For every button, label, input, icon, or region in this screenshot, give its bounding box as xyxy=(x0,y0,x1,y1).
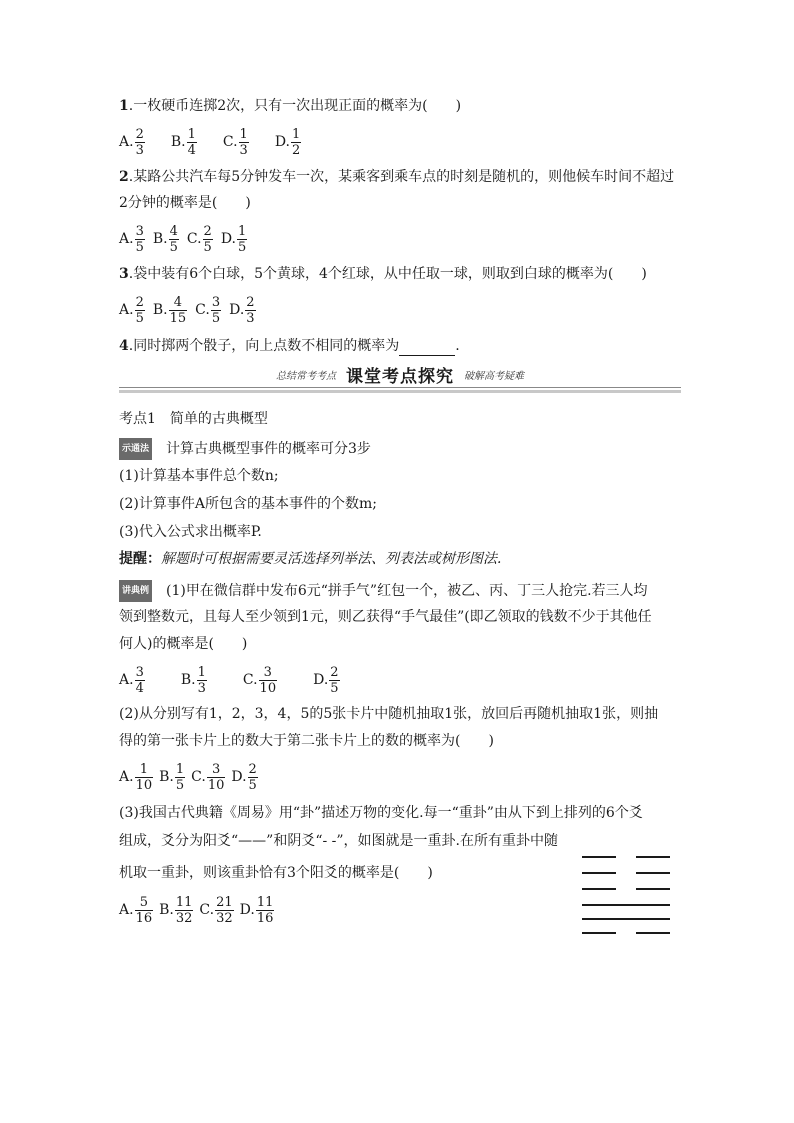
fraction-numerator: 4 xyxy=(173,294,182,310)
choice-fraction xyxy=(187,127,197,158)
fraction-numerator: 1 xyxy=(238,223,247,239)
fraction-numerator: 2 xyxy=(246,294,255,310)
q1-choices xyxy=(119,122,327,162)
choice-option[interactable] xyxy=(313,665,339,696)
fraction-denominator: 5 xyxy=(203,239,212,255)
fraction-numerator: 11 xyxy=(256,894,274,910)
q3-number: 3 xyxy=(119,266,129,282)
fraction-numerator: 2 xyxy=(135,294,144,310)
q4-answer-blank[interactable] xyxy=(399,341,455,356)
fraction-numerator: 2 xyxy=(135,126,144,142)
choice-fraction xyxy=(135,295,145,326)
q2-text-line1: .某路公共汽车每5分钟发车一次，某乘客到乘车点的时刻是随机的，则他候车时间不超过 xyxy=(128,169,675,185)
fraction-denominator: 5 xyxy=(169,239,178,255)
example-tag: 讲典例 xyxy=(119,580,152,602)
choice-option[interactable] xyxy=(240,895,275,926)
choice-option[interactable] xyxy=(119,665,145,696)
q2-stem-line1 xyxy=(119,167,674,187)
method-line xyxy=(119,438,371,460)
fraction-denominator: 10 xyxy=(207,777,225,793)
section-banner xyxy=(119,362,681,392)
choice-letter: A. xyxy=(119,231,134,247)
choice-option[interactable] xyxy=(171,127,197,158)
fraction-numerator: 3 xyxy=(263,664,272,680)
choice-option[interactable] xyxy=(153,295,187,326)
choice-fraction xyxy=(135,762,154,793)
choice-fraction xyxy=(135,665,145,696)
example-1-line2: 领到整数元，且每人至少领到1元，则乙获得“手气最佳”(即乙领取的钱数不少于其他任 xyxy=(119,609,652,625)
fraction-denominator: 5 xyxy=(135,310,144,326)
q4-number: 4 xyxy=(119,338,129,354)
fraction-numerator: 4 xyxy=(169,223,178,239)
q1-text: .一枚硬币连掷2次，只有一次出现正面的概率为( ) xyxy=(128,98,462,114)
choice-fraction xyxy=(135,127,145,158)
choice-fraction xyxy=(175,762,185,793)
choice-fraction xyxy=(259,665,278,696)
fraction-denominator: 16 xyxy=(135,910,153,926)
choice-fraction xyxy=(197,665,207,696)
choice-option[interactable] xyxy=(191,762,225,793)
example-3-line1: (3)我国古代典籍《周易》用“卦”描述万物的变化.每一“重卦”由从下到上排列的6个爻 xyxy=(119,805,643,821)
choice-letter: B. xyxy=(159,902,174,918)
hexagram-figure xyxy=(580,853,670,937)
fraction-numerator: 3 xyxy=(211,294,221,310)
fraction-numerator: 3 xyxy=(135,664,144,680)
choice-fraction xyxy=(135,895,154,926)
choice-letter: A. xyxy=(119,902,134,918)
fraction-numerator: 3 xyxy=(211,761,221,777)
choice-option[interactable] xyxy=(231,762,257,793)
choice-option[interactable] xyxy=(119,295,145,326)
tip-label: 提醒： xyxy=(119,551,161,567)
fraction-numerator: 3 xyxy=(135,223,144,239)
choice-letter: B. xyxy=(159,769,174,785)
tip-line xyxy=(119,549,501,569)
fraction-numerator: 1 xyxy=(175,761,185,777)
choice-option[interactable] xyxy=(187,224,213,255)
fraction-numerator: 1 xyxy=(197,664,206,680)
choice-letter: B. xyxy=(170,134,186,150)
example-1-choices xyxy=(119,660,376,700)
choice-option[interactable] xyxy=(195,295,221,326)
choice-fraction xyxy=(291,127,301,158)
tip-text: 解题时可根据需要灵活选择列举法、列表法或树形图法. xyxy=(161,551,502,567)
choice-letter: D. xyxy=(220,231,237,247)
q1-number: 1 xyxy=(119,98,129,114)
choice-letter: D. xyxy=(229,302,245,318)
example-1-line1 xyxy=(119,580,648,602)
choice-letter: C. xyxy=(222,134,238,150)
section-heading: 考点1 简单的古典概型 xyxy=(119,411,268,427)
choice-option[interactable] xyxy=(199,895,233,926)
fraction-denominator: 4 xyxy=(187,142,196,158)
choice-fraction xyxy=(169,295,188,326)
fraction-numerator: 1 xyxy=(139,761,148,777)
fraction-numerator: 1 xyxy=(292,126,301,142)
choice-fraction xyxy=(215,895,234,926)
choice-fraction xyxy=(248,762,258,793)
choice-letter: D. xyxy=(239,902,255,918)
choice-letter: C. xyxy=(195,302,210,318)
choice-option[interactable] xyxy=(243,665,277,696)
q2-choices xyxy=(119,219,255,259)
banner-rule xyxy=(119,387,681,388)
choice-letter: B. xyxy=(152,302,168,318)
fraction-numerator: 2 xyxy=(330,664,339,680)
fraction-denominator: 32 xyxy=(175,910,193,926)
fraction-numerator: 2 xyxy=(203,223,212,239)
banner-title: 课堂考点探究 xyxy=(346,366,454,387)
choice-letter: A. xyxy=(119,302,134,318)
step-1: (1)计算基本事件总个数n; xyxy=(119,468,279,484)
fraction-denominator: 3 xyxy=(135,142,144,158)
example-2-choices xyxy=(119,757,264,797)
choice-letter: B. xyxy=(152,231,168,247)
fraction-denominator: 2 xyxy=(292,142,301,158)
q3-stem xyxy=(119,264,647,284)
fraction-denominator: 5 xyxy=(211,310,221,326)
choice-fraction xyxy=(211,295,221,326)
example-3-choices xyxy=(119,890,280,930)
choice-letter: D. xyxy=(274,134,291,150)
choice-letter: A. xyxy=(119,134,134,150)
q1-stem xyxy=(119,96,461,116)
choice-option[interactable] xyxy=(229,295,255,326)
fraction-denominator: 3 xyxy=(246,310,255,326)
choice-option[interactable] xyxy=(119,762,153,793)
choice-letter: D. xyxy=(313,672,329,688)
choice-letter: D. xyxy=(231,769,247,785)
example-2-line1: (2)从分别写有1，2，3，4，5的5张卡片中随机抽取1张，放回后再随机抽取1张，则抽 xyxy=(119,706,659,722)
q3-text: .袋中装有6个白球，5个黄球，4个红球，从中任取一球，则取到白球的概率为( ) xyxy=(128,266,647,282)
fraction-denominator: 15 xyxy=(169,310,187,326)
choice-fraction xyxy=(135,224,145,255)
example-3-line3: 机取一重卦，则该重卦恰有3个阳爻的概率是( ) xyxy=(119,865,433,881)
example-1-text-line1: (1)甲在微信群中发布6元“拼手气”红包一个，被乙、丙、丁三人抢完.若三人均 xyxy=(166,583,648,599)
fraction-denominator: 32 xyxy=(216,910,233,926)
fraction-numerator: 21 xyxy=(216,894,233,910)
choice-fraction xyxy=(329,665,339,696)
choice-letter: B. xyxy=(180,672,196,688)
fraction-denominator: 10 xyxy=(135,777,153,793)
q3-choices xyxy=(119,290,264,330)
choice-option[interactable] xyxy=(119,127,145,158)
choice-fraction xyxy=(203,224,213,255)
fraction-numerator: 1 xyxy=(187,126,196,142)
q4-tail: . xyxy=(455,338,460,354)
fraction-denominator: 5 xyxy=(238,239,247,255)
fraction-denominator: 3 xyxy=(239,142,248,158)
choice-letter: C. xyxy=(199,902,215,918)
q4-text: .同时掷两个骰子，向上点数不相同的概率为 xyxy=(128,338,400,354)
fraction-denominator: 3 xyxy=(197,680,206,696)
choice-fraction xyxy=(169,224,179,255)
example-1-line3: 何人)的概率是( ) xyxy=(119,636,248,652)
choice-option[interactable] xyxy=(159,762,185,793)
fraction-denominator: 5 xyxy=(330,680,339,696)
choice-fraction xyxy=(207,762,226,793)
fraction-denominator: 5 xyxy=(135,239,144,255)
banner-shadow-rule xyxy=(119,390,681,393)
choice-letter: C. xyxy=(186,231,202,247)
banner-left-text: 总结常考考点 xyxy=(276,370,336,382)
fraction-numerator: 1 xyxy=(239,126,248,142)
q2-stem-line2: 2分钟的概率是( ) xyxy=(119,195,251,211)
choice-option[interactable] xyxy=(223,127,249,158)
step-2: (2)计算事件A所包含的基本事件的个数m; xyxy=(119,496,377,512)
fraction-denominator: 5 xyxy=(248,777,257,793)
choice-letter: A. xyxy=(119,672,134,688)
choice-letter: A. xyxy=(119,769,134,785)
q4-stem xyxy=(119,336,460,356)
fraction-denominator: 10 xyxy=(259,680,277,696)
choice-option[interactable] xyxy=(181,665,207,696)
choice-letter: C. xyxy=(191,769,206,785)
fraction-denominator: 16 xyxy=(256,910,274,926)
fraction-numerator: 5 xyxy=(139,894,148,910)
choice-option[interactable] xyxy=(119,895,153,926)
method-title: 计算古典概型事件的概率可分3步 xyxy=(166,441,371,457)
step-3: (3)代入公式求出概率P. xyxy=(119,524,262,540)
choice-option[interactable] xyxy=(119,224,145,255)
choice-option[interactable] xyxy=(159,895,193,926)
q2-number: 2 xyxy=(119,169,129,185)
example-2-line2: 得的第一张卡片上的数大于第二张卡片上的数的概率为( ) xyxy=(119,733,494,749)
example-3-line2: 组成，爻分为阳爻“——”和阴爻“- -”，如图就是一重卦.在所有重卦中随 xyxy=(119,833,558,849)
fraction-denominator: 5 xyxy=(175,777,185,793)
method-tag: 示通法 xyxy=(119,438,152,460)
choice-option[interactable] xyxy=(275,127,301,158)
fraction-numerator: 11 xyxy=(175,894,193,910)
choice-fraction xyxy=(237,224,247,255)
choice-letter: C. xyxy=(242,672,258,688)
choice-fraction xyxy=(245,295,255,326)
fraction-denominator: 4 xyxy=(135,680,144,696)
choice-fraction xyxy=(175,895,194,926)
fraction-numerator: 2 xyxy=(248,761,257,777)
choice-option[interactable] xyxy=(221,224,247,255)
choice-option[interactable] xyxy=(153,224,179,255)
choice-fraction xyxy=(239,127,249,158)
choice-fraction xyxy=(256,895,275,926)
banner-right-text: 破解高考疑难 xyxy=(464,370,524,382)
